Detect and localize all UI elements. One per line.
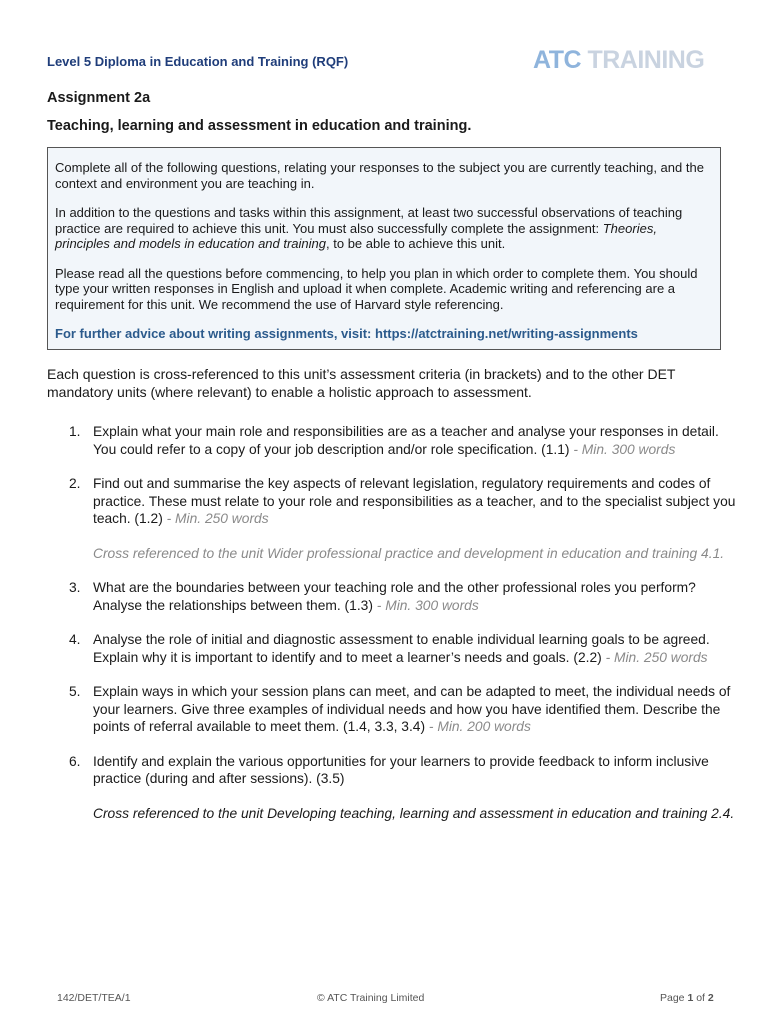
footer-copyright: © ATC Training Limited (317, 992, 425, 1004)
question-list (47, 423, 737, 839)
question-number: 1. (69, 424, 81, 439)
advice-label: For further advice about writing assignments, visit: (55, 326, 375, 341)
assignment-subtitle: Teaching, learning and assessment in education and training. (47, 118, 472, 134)
question-item (47, 475, 737, 562)
p2-text-end: , to be able to achieve this unit. (326, 236, 506, 251)
question-item (47, 579, 737, 614)
cross-reference-note: Cross referenced to the unit Wider professional practice and development in education and training 4.1. (93, 545, 725, 561)
question-text: Identify and explain the various opportunities for your learners to provide feedback to inform inclusive practice (during and after sessions). (3.5) (93, 753, 709, 786)
word-count-requirement: - Min. 250 words (601, 649, 708, 665)
question-number: 2. (69, 476, 81, 491)
cross-reference-note: Cross referenced to the unit Developing teaching, learning and assessment in education and training 2.4. (93, 805, 735, 821)
page-prefix: Page (660, 992, 688, 1004)
course-title: Level 5 Diploma in Education and Training (RQF) (47, 54, 349, 69)
instructions-p1: Complete all of the following questions, relating your responses to the subject you are currently teaching, and the context and environment you are teaching in. (55, 160, 704, 191)
atc-training-logo (533, 46, 704, 75)
question-item (47, 631, 737, 666)
page-current: 1 (687, 992, 694, 1004)
question-text: Analyse the role of initial and diagnostic assessment to enable individual learning goals to be agreed. Explain why it is important to identify and to meet a learner’s needs and goals. (2.2) (93, 632, 710, 665)
page-of: of (693, 992, 708, 1004)
word-count-requirement: - Min. 300 words (569, 441, 676, 457)
page-total: 2 (707, 992, 714, 1004)
advice-link[interactable]: https://atctraining.net/writing-assignments (375, 326, 638, 341)
question-number: 3. (69, 580, 81, 595)
word-count-requirement: - Min. 300 words (372, 597, 479, 613)
logo-part-1: ATC (533, 46, 582, 74)
assignment-title: Assignment 2a (47, 90, 151, 106)
instructions-p2 (55, 205, 713, 252)
word-count-requirement: - Min. 200 words (425, 719, 531, 734)
question-text: Explain ways in which your session plans can meet, and can be adapted to meet, the individual needs of your learners. Give three examples of individual needs and how you have identified them. Describe the points of referral available to meet them. (1.4, 3.3, 3.4) (93, 684, 731, 734)
question-text: Explain what your main role and responsibilities are as a teacher and analyse your responses in detail. You could refer to a copy of your job description and/or role specification. (1.1) (93, 424, 719, 457)
advice-line (55, 326, 713, 342)
p2-italic-title: Theories, principles and models in education and training (55, 220, 657, 251)
logo-part-2: TRAINING (587, 46, 705, 74)
instructions-p3: Please read all the questions before commencing, to help you plan in which order to complete them. You should type your written responses in English and upload it when complete. Academic writing and referencing are a requirement for this unit. We recommend the use of Harvard style referencing. (55, 265, 698, 312)
question-item (47, 423, 737, 458)
p2-text: In addition to the questions and tasks within this assignment, at least two successful observations of teaching practice are required to achieve this unit. You must also successfully complete the assignment: (55, 205, 683, 236)
question-text: What are the boundaries between your teaching role and the other professional roles you perform? Analyse the relationships between them. (1.3) (93, 580, 696, 613)
footer-code: 142/DET/TEA/1 (57, 992, 131, 1004)
question-number: 5. (69, 684, 81, 699)
instructions-box (47, 147, 721, 350)
question-number: 4. (69, 632, 81, 647)
intro-paragraph: Each question is cross-referenced to this unit’s assessment criteria (in brackets) and to the other DET mandatory units (where relevant) to enable a holistic approach to assessment. (47, 366, 676, 400)
footer-page-number (660, 992, 714, 1004)
question-text: Find out and summarise the key aspects of relevant legislation, regulatory requirements and codes of practice. These must relate to your role and responsibilities as a teacher, and to the specialist subject you teach. (1.2) (93, 476, 736, 526)
word-count-requirement: - Min. 250 words (162, 511, 269, 526)
question-number: 6. (69, 753, 81, 769)
question-item (47, 753, 737, 823)
question-item (47, 683, 737, 736)
